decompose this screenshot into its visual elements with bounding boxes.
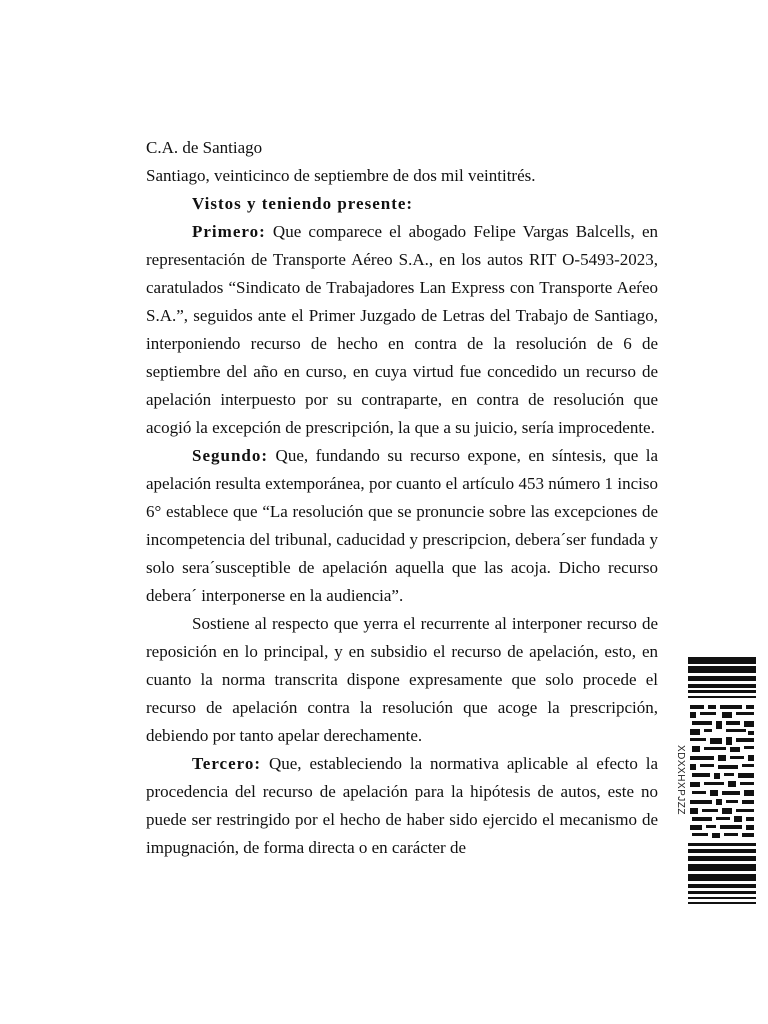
heading-text: Vistos y teniendo presente:: [192, 194, 414, 213]
court-name: C.A. de Santiago: [146, 138, 263, 157]
paragraph-text: Que, fundando su recurso expone, en síntesis, que la apelación resulta extemporánea, por cuanto el artículo 453 número 1 inciso 6° establece que “La resolución que se pronuncie sobre las excepciones de incompetencia del tribunal, caducidad y prescripcion, debera´ser fundada y solo sera´susceptible de apelación aquella que las acoja. Dicho recurso debera´ interponerse en la audiencia”.: [146, 446, 659, 605]
paragraph-text: Sostiene al respecto que yerra el recurrente al interponer recurso de reposición en lo principal, y en subsidio el recurso de apelación, esto, en cuanto la norma transcrita dispone expresamente que solo procede el recurso de apelación contra la resolución que acoge la prescripción, debiendo por tanto apelar derechamente.: [146, 614, 658, 745]
paragraph-sostiene: [146, 610, 658, 750]
paragraph-text: Que, estableciendo la normativa aplicable al efecto la procedencia del recurso de apelación para la hipótesis de autos, este no puede ser restringido por el hecho de haber sido ejercido el mecanismo de impugnación, de forma directa o en carácter de: [146, 754, 658, 857]
paragraph-text: Que comparece el abogado Felipe Vargas Balcells, en representación de Transporte Aéreo S.A., en los autos RIT O-5493-2023, caratulados “Sindicato de Trabajadores Lan Express con Transporte Aeŕeo S.A.”, seguidos ante el Primer Juzgado de Letras del Trabajo de Santiago, interponiendo recurso de hecho en contra de la resolución de 6 de septiembre del año en curso, en cuya virtud fue concedido un recurso de apelación interpuesto por su contraparte, en contra de resolución que acogió la excepción de prescripción, la que a su juicio, sería improcedente.: [146, 222, 658, 437]
verification-code: XDXXHXPJZZ: [675, 745, 686, 816]
document-body: [146, 134, 658, 862]
barcode-icon: [688, 657, 756, 905]
paragraph-label: Tercero:: [192, 754, 262, 773]
paragraph-tercero: [146, 750, 658, 862]
heading: [146, 190, 658, 218]
paragraph-segundo: [146, 442, 658, 610]
date-line: Santiago, veinticinco de septiembre de dos mil veintitrés.: [146, 166, 536, 185]
paragraph-label: Segundo:: [192, 446, 269, 465]
paragraph-primero: [146, 218, 658, 442]
paragraph-label: Primero:: [192, 222, 266, 241]
